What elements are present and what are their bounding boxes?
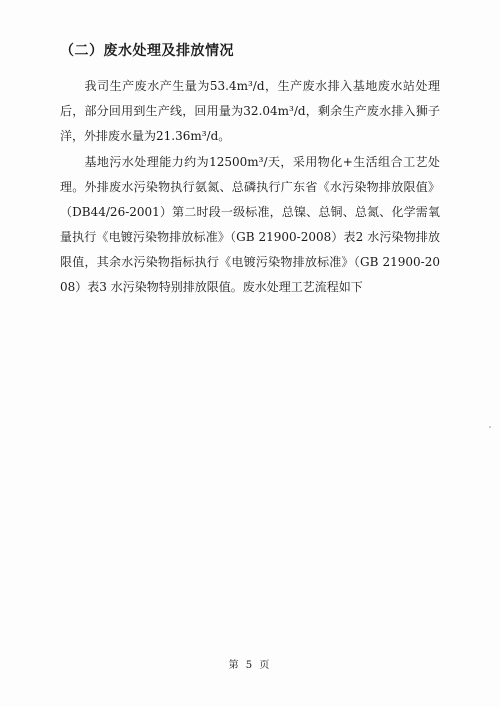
paragraph-wastewater-volume xyxy=(60,74,440,149)
paragraph-text: 基地污水处理能力约为12500m³/天，采用物化+生活组合工艺处理。外排废水污染物执行氨氮、总磷执行广东省《水污染物排放限值》（DB44/26-2001）第二时段一级标准，总镍、总铜、总氮、化学需氧量执行《电镀污染物排放标准》（GB 21900-2008）表2 水污染物排放限值，其余水污染物指标执行《电镀污染物排放标准》（GB 21900-2008）表3 水污染物特别排放限值。废水处理工艺流程如下 xyxy=(60,155,440,294)
page-number: 第 5 页 xyxy=(228,660,272,671)
scan-speck xyxy=(489,426,491,428)
section-heading: （二）废水处理及排放情况 xyxy=(60,43,234,59)
paragraph-text: 我司生产废水产生量为53.4m³/d，生产废水排入基地废水站处理后，部分回用到生产线，回用量为32.04m³/d，剩余生产废水排入狮子洋，外排废水量为21.36m³/d。 xyxy=(60,79,440,143)
paragraph-treatment-standards xyxy=(60,150,440,300)
